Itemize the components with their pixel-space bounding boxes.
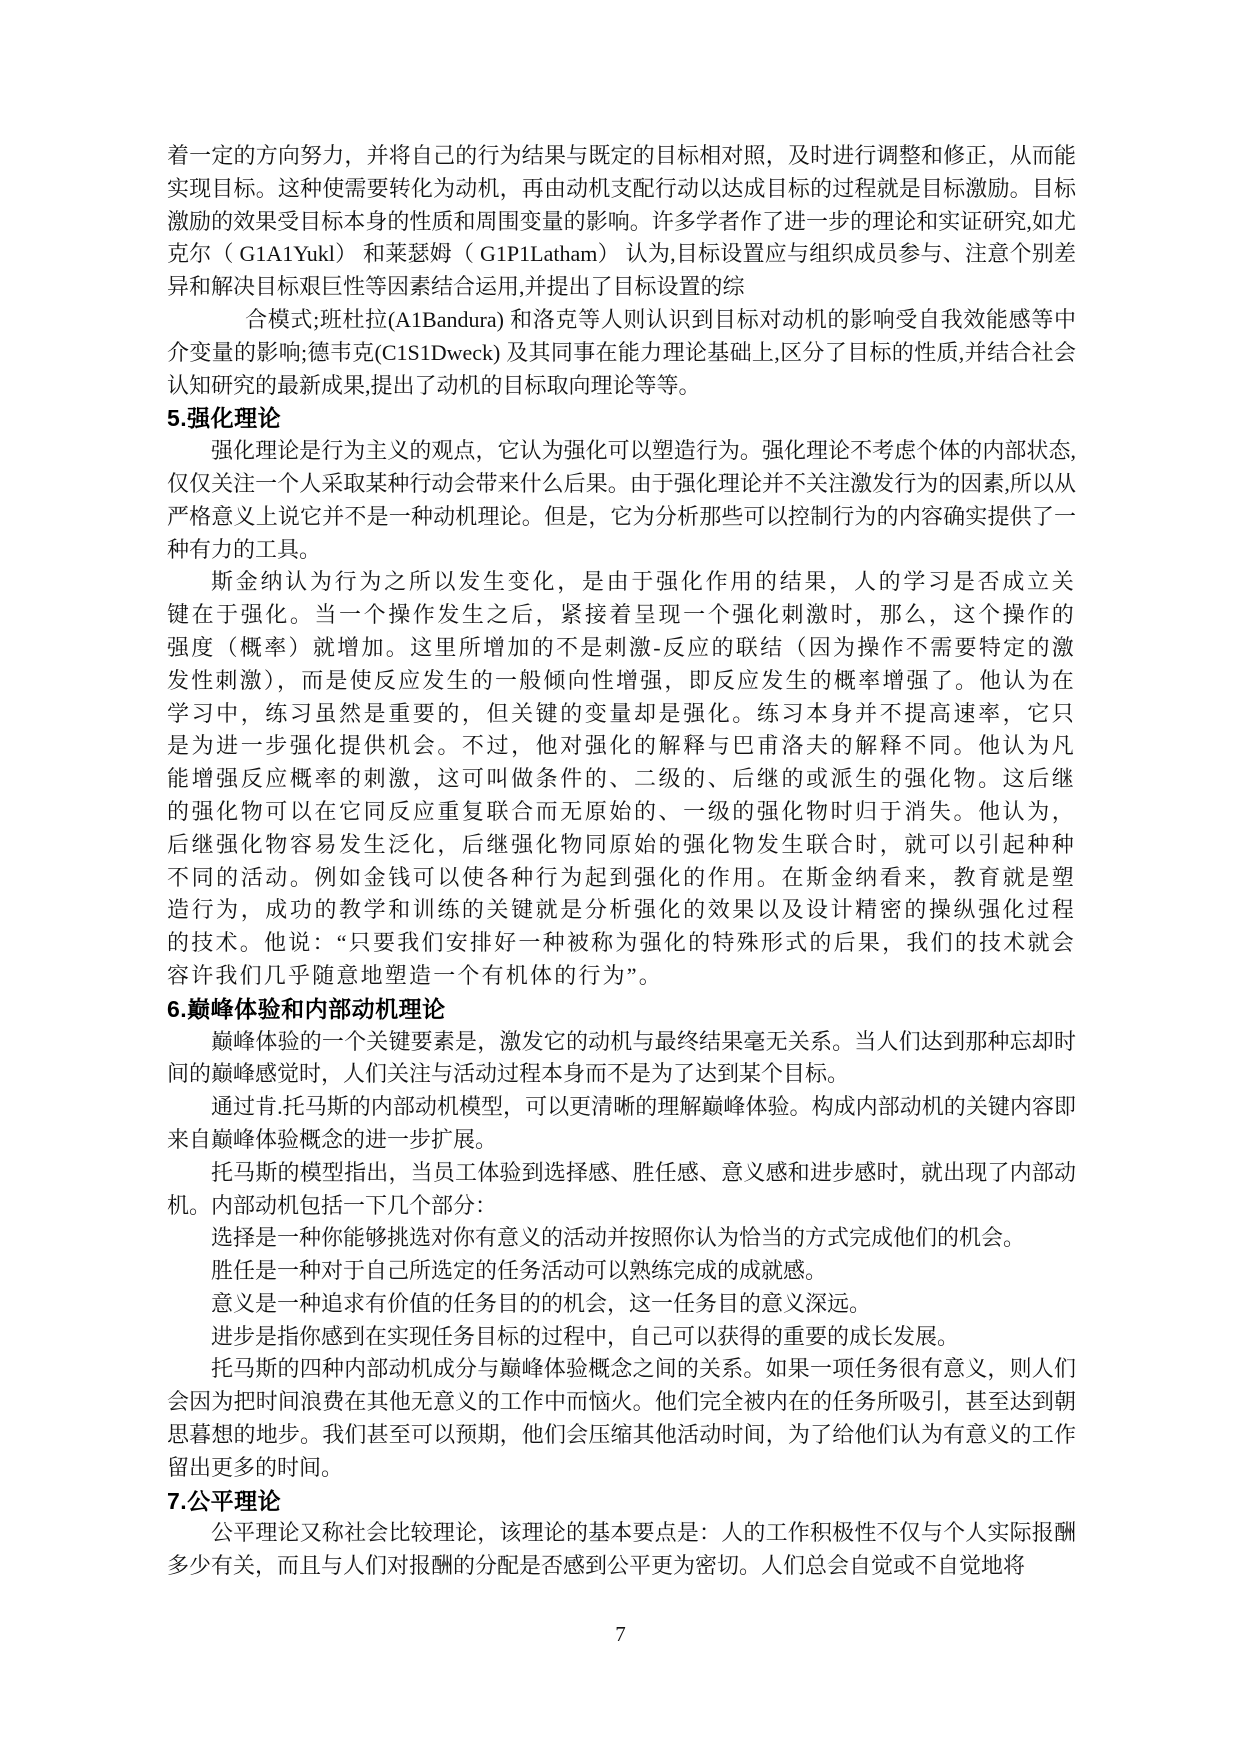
section-heading: 6.巅峰体验和内部动机理论 (167, 995, 446, 1022)
paragraph: 斯金纳认为行为之所以发生变化，是由于强化作用的结果，人的学习是否成立关键在于强化。当一个操作发生之后，紧接着呈现一个强化刺激时，那么，这个操作的强度（概率）就增加。这里所增加的不是刺激-反应的联结（因为操作不需要特定的激发性刺激），而是使反应发生的一般倾向性增强，即反应发生的概率增强了。他认为在学习中，练习虽然是重要的，但关键的变量却是强化。练习本身并不提高速率，它只是为进一步强化提供机会。不过，他对强化的解释与巴甫洛夫的解释不同。他认为凡能增强反应概率的刺激，这可叫做条件的、二级的、后继的或派生的强化物。这后继的强化物可以在它同反应重复联合而无原始的、一级的强化物时归于消失。他认为，后继强化物容易发生泛化，后继强化物同原始的强化物发生联合时，就可以引起种种不同的活动。例如金钱可以使各种行为起到强化的作用。在斯金纳看来，教育就是塑造行为，成功的教学和训练的关键就是分析强化的效果以及设计精密的操纵强化过程的技术。他说：“只要我们安排好一种被称为强化的特殊形式的后果，我们的技术就会容许我们几乎随意地塑造一个有机体的行为”。 (167, 569, 1076, 988)
document-body (167, 140, 1076, 1583)
paragraph: 合模式;班杜拉(A1Bandura) 和洛克等人则认识到目标对动机的影响受自我效能感等中介变量的影响;德韦克(C1S1Dweck) 及其同事在能力理论基础上,区分了目标的性质,并结合社会认知研究的最新成果,提出了动机的目标取向理论等等。 (167, 306, 1076, 398)
page-number: 7 (615, 1622, 626, 1646)
paragraph: 进步是指你感到在实现任务目标的过程中，自己可以获得的重要的成长发展。 (211, 1323, 960, 1349)
paragraph: 托马斯的模型指出，当员工体验到选择感、胜任感、意义感和进步感时，就出现了内部动机。内部动机包括一下几个部分： (167, 1159, 1076, 1218)
paragraph: 通过肯.托马斯的内部动机模型，可以更清晰的理解巅峰体验。构成内部动机的关键内容即来自巅峰体验概念的进一步扩展。 (167, 1094, 1076, 1152)
paragraph: 着一定的方向努力，并将自己的行为结果与既定的目标相对照，及时进行调整和修正，从而能实现目标。这种使需要转化为动机，再由动机支配行动以达成目标的过程就是目标激励。目标激励的效果受目标本身的性质和周围变量的影响。许多学者作了进一步的理论和实证研究,如尤克尔（ G1A1Yukl） 和莱瑟姆（ G1P1Latham） 认为,目标设置应与组织成员参与、注意个别差异和解决目标艰巨性等因素结合运用,并提出了目标设置的综 (167, 143, 1076, 300)
paragraph: 强化理论是行为主义的观点，它认为强化可以塑造行为。强化理论不考虑个体的内部状态,仅仅关注一个人采取某种行动会带来什么后果。由于强化理论并不关注激发行为的因素,所以从严格意义上说它并不是一种动机理论。但是，它为分析那些可以控制行为的内容确实提供了一种有力的工具。 (167, 438, 1076, 562)
paragraph: 巅峰体验的一个关键要素是，激发它的动机与最终结果毫无关系。当人们达到那种忘却时间的巅峰感觉时，人们关注与活动过程本身而不是为了达到某个目标。 (167, 1028, 1076, 1087)
paragraph: 托马斯的四种内部动机成分与巅峰体验概念之间的关系。如果一项任务很有意义，则人们会因为把时间浪费在其他无意义的工作中而恼火。他们完全被内在的任务所吸引，甚至达到朝思暮想的地步。我们甚至可以预期，他们会压缩其他活动时间，为了给他们认为有意义的工作留出更多的时间。 (167, 1356, 1076, 1480)
paragraph: 意义是一种追求有价值的任务目的的机会，这一任务目的意义深远。 (211, 1290, 872, 1316)
paragraph: 公平理论又称社会比较理论，该理论的基本要点是：人的工作积极性不仅与个人实际报酬多少有关，而且与人们对报酬的分配是否感到公平更为密切。人们总会自觉或不自觉地将 (167, 1520, 1076, 1579)
paragraph: 选择是一种你能够挑选对你有意义的活动并按照你认为恰当的方式完成他们的机会。 (211, 1225, 1026, 1251)
paragraph: 胜任是一种对于自己所选定的任务活动可以熟练完成的成就感。 (211, 1258, 828, 1284)
section-heading: 5.强化理论 (167, 405, 282, 432)
section-heading: 7.公平理论 (167, 1487, 282, 1514)
